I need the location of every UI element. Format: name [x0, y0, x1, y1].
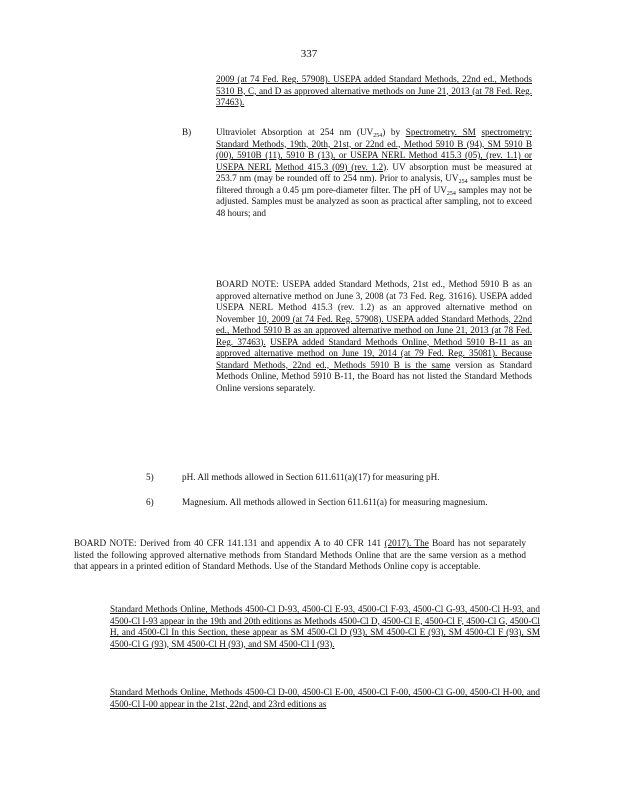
item-b-inserted-1: spectrometry: Standard Methods, 19th, 20th, 21st, or 22nd ed., Method 5910 B (94), SM 5910 B (00), 5910B (11), 5910 B (13), or USEPA NERL Method 415.3 (05), (rev. 1.1) or USEPA NERL [216, 127, 532, 172]
item-b-struck-1: Spectrometry. SM [405, 127, 476, 137]
board-note-b [216, 279, 532, 394]
item-b-text-2: ) by [382, 127, 401, 137]
paragraph-2-underlined: Standard Methods Online, Methods 4500-Cl D-00, 4500-Cl E-00, 4500-Cl F-00, 4500-Cl G-00, 4500-Cl H-00, and 4500-Cl I-00 appear in the 21st, 22nd, and 23rd editions as [110, 687, 540, 709]
item-b-text-1: Ultraviolet Absorption at 254 nm (UV [216, 127, 374, 137]
board-note-b-text-2: version as Standard Methods Online, Method 5910 B-11, the Board has not listed the Standard Methods Online versions separately. [216, 359, 532, 393]
subscript-254: 254 [458, 179, 468, 185]
struck-text: 2009 (at 74 Fed. Reg. 57908). USEPA added Standard Methods, 22nd ed., Methods 5310 B, C, and D as approved alternative methods on June 21, 2013 (at 78 Fed. Reg. 37463). [216, 74, 532, 107]
item-6-label: 6) [146, 497, 154, 507]
item-6-text [182, 497, 526, 509]
paragraph-1 [110, 604, 540, 650]
subscript-254: 254 [446, 190, 456, 197]
paragraph-1-inserted: n this Section, these appear as SM 4500-Cl D (93), SM 4500-Cl E (93), SM 4500-Cl F (93), SM 4500-Cl G (93), SM 4500-Cl H (93), and SM 4500-Cl I (93). [110, 627, 540, 649]
item-b-text-3: . UV absorption must be measured at 253.7 nm (may be rounded off to 254 nm). Prior to analysis, UV [216, 161, 532, 183]
item-5-label: 5) [146, 472, 154, 482]
board-note-main-inserted: . The [408, 538, 429, 548]
item-b-text-4: samples must be filtered through a 0.45 µm pore-diameter filter. The pH of UV [216, 173, 533, 195]
board-note-main [74, 538, 526, 573]
paragraph-2 [110, 687, 540, 710]
struck-paragraph-top [216, 74, 532, 109]
paragraph-1-underlined: Standard Methods Online, Methods 4500-Cl D-93, 4500-Cl E-93, 4500-Cl F-93, 4500-Cl G-93, 4500-Cl H-93, and 4500-Cl I-93 appear in the 19th and 20th editions as Methods 4500-Cl D, 4500-Cl E, 4500-Cl F, 4500-Cl G, 4500-Cl H, and 4500-Cl I [110, 604, 540, 637]
board-note-main-struck: (2017) [384, 538, 409, 548]
item-b-text-5: samples may not be adjusted. Samples must be analyzed as soon as practical after sampling, not to exceed 48 hours [216, 184, 532, 218]
board-note-b-text-1: BOARD NOTE: USEPA added Standard Methods, 21st ed., Method 5910 B as an approved alternative method on June 3, 2008 (at 73 Fed. Reg. 31616). USEPA added USEPA NERL Method 415.3 (rev. 1.2) as an approved alternative method on November [216, 279, 532, 324]
item-b-text-6: ; and [247, 207, 267, 218]
page-number: 337 [300, 48, 318, 60]
item-6-paragraph: Magnesium. All methods allowed in Section 611.611(a) for measuring magnesium. [182, 497, 488, 507]
item-5-paragraph: pH. All methods allowed in Section 611.611(a)(17) for measuring pH. [182, 472, 440, 482]
board-note-b-struck-2: USEPA added Standard Methods Online, Method 5910 B-11 as an approved alternative method on June 19, 2014 (at 79 Fed. Reg. 35081). Because Standard Methods, 22nd ed., Methods 5910 B is the same [216, 336, 533, 370]
item-5-text [182, 472, 526, 484]
item-b-text [216, 127, 532, 219]
item-b-label: B) [182, 127, 192, 137]
item-b-struck-2: Method 415.3 (09) (rev. 1.2) [275, 161, 387, 172]
board-note-main-text-2: Board has not separately listed the following approved alternative methods from Standard Methods Online that are the same version as a method that appears in a printed edition of Standard Methods. Use of the Standard Methods Online copy is acceptable. [74, 538, 526, 571]
board-note-b-struck-1: 10, 2009 (at 74 Fed. Reg. 57908). USEPA added Standard Methods, 22nd ed., Method 5910 B as an approved alternative method on June 21, 2013 (at 78 Fed. Reg. 37463). [216, 313, 532, 347]
subscript-254: 254 [373, 133, 383, 139]
board-note-main-text-1: BOARD NOTE: Derived from 40 CFR 141.131 and appendix A to 40 CFR 141 [74, 538, 382, 548]
